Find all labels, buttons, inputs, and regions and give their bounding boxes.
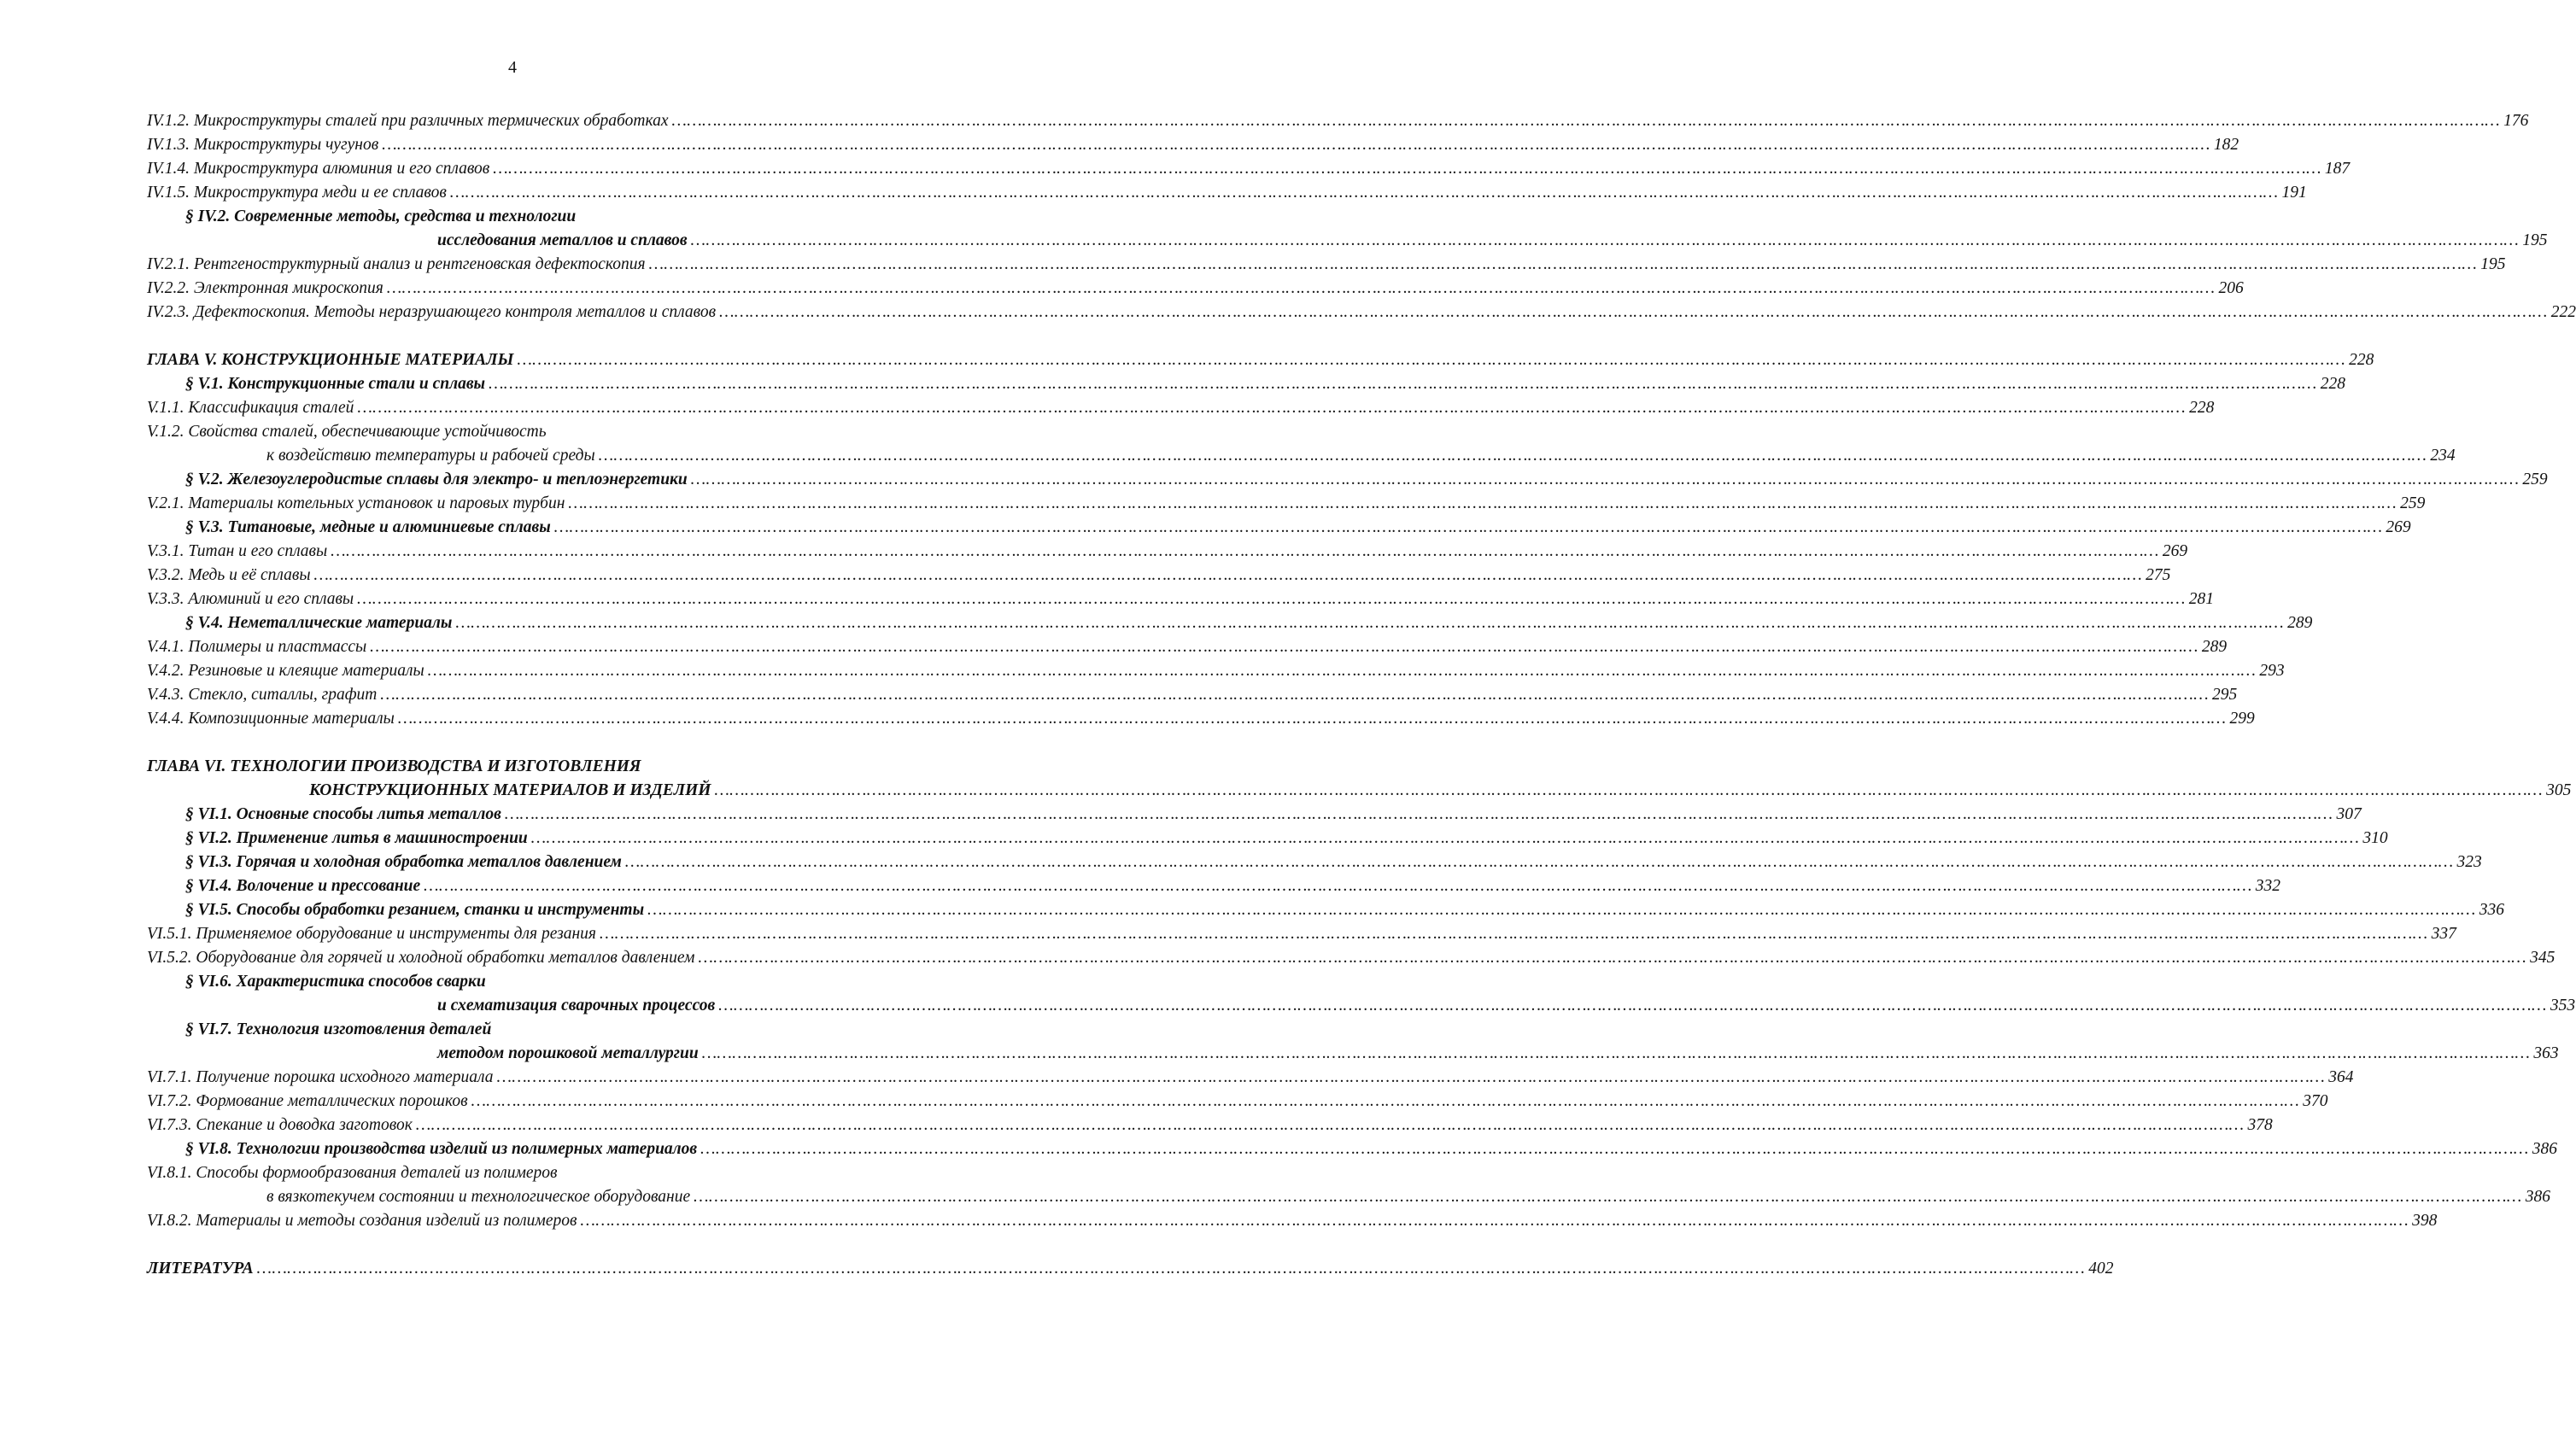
spacer [147, 1233, 958, 1257]
dot-leader: ……………………………………………………………………………………………………………………………………………………………………………………………………………………………………………………………………………………………………………………………… [489, 375, 2317, 393]
dot-leader: ……………………………………………………………………………………………………………………………………………………………………………………………………………………………………………………………………………………………………………………………… [690, 231, 2520, 249]
toc-page-number: 323 [2456, 853, 2482, 871]
toc-entry [147, 157, 2351, 181]
toc-page-number: 206 [2218, 279, 2244, 297]
toc-entry [147, 253, 2506, 277]
toc-entry [147, 133, 2239, 157]
toc-page-number: 259 [2400, 494, 2426, 512]
toc-page-number: 345 [2530, 949, 2556, 967]
toc-page-number: 386 [2532, 1140, 2558, 1158]
dot-leader: ……………………………………………………………………………………………………………………………………………………………………………………………………………………………………………………………………………………………………………………………… [698, 949, 2527, 967]
toc-page-number: 307 [2336, 805, 2362, 823]
toc-entry [147, 874, 2281, 898]
toc-entry-title: V.2.1. Материалы котельных установок и паровых турбин [147, 494, 565, 512]
dot-leader: ……………………………………………………………………………………………………………………………………………………………………………………………………………………………………………………………………………………………………………………………… [517, 351, 2346, 369]
dot-leader: ……………………………………………………………………………………………………………………………………………………………………………………………………………………………………………………………………………………………………………………………… [647, 901, 2476, 919]
toc-entry [147, 1209, 2438, 1233]
toc-entry [147, 683, 2238, 707]
toc-entry-title: § VI.5. Способы обработки резанием, станки и инструменты [185, 901, 645, 919]
toc-entry-title: VI.8.2. Материалы и методы создания изделий из полимеров [147, 1212, 577, 1230]
toc-entry-title: исследования металлов и сплавов [437, 231, 688, 249]
dot-leader: ……………………………………………………………………………………………………………………………………………………………………………………………………………………………………………………………………………………………………………………………… [598, 447, 2427, 465]
toc-page-number: 370 [2303, 1092, 2328, 1110]
toc-entry [147, 898, 2504, 922]
toc-entry-title: V.1.2. Свойства сталей, обеспечивающие устойчивость [147, 423, 547, 441]
toc-entry [147, 851, 2482, 874]
toc-entry-title: КОНСТРУКЦИОННЫХ МАТЕРИАЛОВ И ИЗДЕЛИЙ [309, 781, 711, 799]
toc-entry [147, 516, 2411, 540]
dot-leader: ……………………………………………………………………………………………………………………………………………………………………………………………………………………………………………………………………………………………………………………………… [380, 686, 2210, 704]
toc-entry [147, 492, 2426, 516]
toc-entry [147, 301, 2576, 324]
page-number: 4 [508, 58, 517, 77]
toc-entry-title: VI.7.3. Спекание и доводка заготовок [147, 1116, 413, 1134]
dot-leader: ……………………………………………………………………………………………………………………………………………………………………………………………………………………………………………………………………………………………………………………………… [718, 997, 2547, 1014]
dot-leader: ……………………………………………………………………………………………………………………………………………………………………………………………………………………………………………………………………………………………………………………………… [580, 1212, 2409, 1230]
toc-entry [147, 779, 2572, 803]
dot-leader: ……………………………………………………………………………………………………………………………………………………………………………………………………………………………………………………………………………………………………………………………… [370, 638, 2198, 656]
toc-entry [147, 348, 2374, 372]
toc-entry-title: § VI.6. Характеристика способов сварки [185, 973, 486, 991]
dot-leader: ……………………………………………………………………………………………………………………………………………………………………………………………………………………………………………………………………………………………………………………………… [382, 136, 2210, 154]
dot-leader: ……………………………………………………………………………………………………………………………………………………………………………………………………………………………………………………………………………………………………………………………… [496, 1068, 2326, 1086]
toc-page-number: 182 [2213, 136, 2239, 154]
toc-page-number: 176 [2503, 112, 2529, 130]
toc-entry-title: IV.2.1. Рентгеноструктурный анализ и рентгеновская дефектоскопия [147, 255, 646, 273]
toc-page-number: 386 [2525, 1188, 2551, 1206]
toc-entry [147, 396, 2215, 420]
toc-entry [147, 468, 2548, 492]
toc-entry [147, 444, 2456, 468]
toc-entry-title: ГЛАВА V. КОНСТРУКЦИОННЫЕ МАТЕРИАЛЫ [147, 351, 514, 369]
toc-entry [147, 707, 2255, 731]
toc-entry-title: IV.1.2. Микроструктуры сталей при различных термических обработках [147, 112, 669, 130]
spacer [147, 324, 958, 348]
dot-leader: ……………………………………………………………………………………………………………………………………………………………………………………………………………………………………………………………………………………………………………………………… [568, 494, 2397, 512]
toc-page-number: 281 [2188, 590, 2215, 608]
dot-leader: ……………………………………………………………………………………………………………………………………………………………………………………………………………………………………………………………………………………………………………………………… [357, 399, 2187, 417]
dot-leader: ……………………………………………………………………………………………………………………………………………………………………………………………………………………………………………………………………………………………………………………………… [424, 877, 2252, 895]
toc-entry-title: VI.8.1. Способы формообразования деталей из полимеров [147, 1164, 558, 1182]
toc-entry [147, 1042, 2559, 1066]
toc-entry [147, 205, 958, 229]
toc-page-number: 228 [2189, 399, 2215, 417]
dot-leader: ……………………………………………………………………………………………………………………………………………………………………………………………………………………………………………………………………………………………………………………………… [415, 1116, 2245, 1134]
dot-leader: ……………………………………………………………………………………………………………………………………………………………………………………………………………………………………………………………………………………………………………………………… [714, 781, 2544, 799]
toc-entry-title: V.1.1. Классификация сталей [147, 399, 354, 417]
toc-page-number: 228 [2320, 375, 2345, 393]
toc-entry-title: V.3.3. Алюминий и его сплавы [147, 590, 354, 608]
toc-entry-title: V.3.2. Медь и её сплавы [147, 566, 311, 584]
toc-page-number: 191 [2281, 184, 2307, 202]
toc-page-number: 398 [2412, 1212, 2438, 1230]
toc-entry-title: § IV.2. Современные методы, средства и технологии [185, 208, 577, 225]
dot-leader: ……………………………………………………………………………………………………………………………………………………………………………………………………………………………………………………………………………………………………………………………… [719, 303, 2548, 321]
toc-entry [147, 1018, 958, 1042]
dot-leader: ……………………………………………………………………………………………………………………………………………………………………………………………………………………………………………………………………………………………………………………………… [427, 662, 2257, 680]
dot-leader: ……………………………………………………………………………………………………………………………………………………………………………………………………………………………………………………………………………………………………………………………… [694, 1188, 2522, 1206]
toc-entry-title: IV.1.5. Микроструктура меди и ее сплавов [147, 184, 447, 202]
toc-page-number: 364 [2328, 1068, 2354, 1086]
toc-entry [147, 827, 2388, 851]
toc-page-number: 289 [2287, 614, 2313, 632]
toc-page-number: 305 [2546, 781, 2572, 799]
dot-leader: ……………………………………………………………………………………………………………………………………………………………………………………………………………………………………………………………………………………………………………………………… [397, 710, 2227, 728]
toc-entry-title: § VI.7. Технология изготовления деталей [185, 1020, 492, 1038]
toc-page-number: 195 [2522, 231, 2548, 249]
toc-page-number: 337 [2431, 925, 2456, 943]
dot-leader: ……………………………………………………………………………………………………………………………………………………………………………………………………………………………………………………………………………………………………………………………… [701, 1044, 2531, 1062]
dot-leader: ……………………………………………………………………………………………………………………………………………………………………………………………………………………………………………………………………………………………………………………………… [471, 1092, 2300, 1110]
toc-page-number: 336 [2479, 901, 2504, 919]
toc-entry [147, 564, 2171, 588]
toc-page-number: 275 [2146, 566, 2171, 584]
toc-entry-title: IV.2.2. Электронная микроскопия [147, 279, 383, 297]
toc-entry [147, 109, 2529, 133]
toc-entry-title: § V.2. Железоуглеродистые сплавы для электро- и теплоэнергетики [185, 471, 688, 488]
dot-leader: ……………………………………………………………………………………………………………………………………………………………………………………………………………………………………………………………………………………………………………………………… [313, 566, 2143, 584]
toc-page-number: 222 [2550, 303, 2576, 321]
table-of-contents [147, 109, 2576, 1281]
toc-entry-title: IV.2.3. Дефектоскопия. Методы неразрушающего контроля металлов и сплавов [147, 303, 717, 321]
toc-page-number: 187 [2324, 160, 2351, 178]
dot-leader: ……………………………………………………………………………………………………………………………………………………………………………………………………………………………………………………………………………………………………………………………… [553, 518, 2383, 536]
toc-entry-title: в вязкотекучем состоянии и технологическое оборудование [266, 1188, 691, 1206]
toc-entry [147, 970, 958, 994]
dot-leader: ……………………………………………………………………………………………………………………………………………………………………………………………………………………………………………………………………………………………………………………………… [386, 279, 2216, 297]
toc-entry-title: V.4.2. Резиновые и клеящие материалы [147, 662, 424, 680]
toc-entry [147, 540, 2188, 564]
toc-entry [147, 1114, 2273, 1137]
toc-entry-title: § V.4. Неметаллические материалы [185, 614, 453, 632]
toc-page-number: 234 [2430, 447, 2456, 465]
toc-entry-title: V.4.4. Композиционные материалы [147, 710, 395, 728]
toc-entry-title: § VI.4. Волочение и прессование [185, 877, 421, 895]
toc-entry-title: V.4.1. Полимеры и пластмассы [147, 638, 367, 656]
toc-entry [147, 659, 2285, 683]
toc-entry [147, 755, 958, 779]
toc-entry-title: V.3.1. Титан и его сплавы [147, 542, 328, 560]
toc-page-number: 310 [2362, 829, 2388, 847]
toc-entry-title: V.4.3. Стекло, ситаллы, графит [147, 686, 378, 704]
toc-entry [147, 372, 2345, 396]
toc-entry [147, 1066, 2354, 1090]
toc-page-number: 269 [2162, 542, 2188, 560]
toc-entry [147, 229, 2548, 253]
dot-leader: ……………………………………………………………………………………………………………………………………………………………………………………………………………………………………………………………………………………………………………………………… [671, 112, 2501, 130]
toc-entry-title: VI.5.1. Применяемое оборудование и инструменты для резания [147, 925, 596, 943]
dot-leader: ……………………………………………………………………………………………………………………………………………………………………………………………………………………………………………………………………………………………………………………………… [599, 925, 2428, 943]
toc-page-number: 293 [2259, 662, 2285, 680]
dot-leader: ……………………………………………………………………………………………………………………………………………………………………………………………………………………………………………………………………………………………………………………………… [357, 590, 2186, 608]
toc-entry [147, 1161, 958, 1185]
toc-entry [147, 994, 2576, 1018]
toc-page-number: 363 [2533, 1044, 2559, 1062]
dot-leader: ……………………………………………………………………………………………………………………………………………………………………………………………………………………………………………………………………………………………………………………………… [504, 805, 2333, 823]
dot-leader: ……………………………………………………………………………………………………………………………………………………………………………………………………………………………………………………………………………………………………………………………… [331, 542, 2159, 560]
dot-leader: ……………………………………………………………………………………………………………………………………………………………………………………………………………………………………………………………………………………………………………………………… [690, 471, 2520, 488]
toc-entry-title: § V.1. Конструкционные стали и сплавы [185, 375, 486, 393]
dot-leader: ……………………………………………………………………………………………………………………………………………………………………………………………………………………………………………………………………………………………………………………………… [449, 184, 2279, 202]
toc-page-number: 195 [2480, 255, 2506, 273]
toc-entry-title: методом порошковой металлургии [437, 1044, 699, 1062]
toc-entry-title: § VI.1. Основные способы литья металлов [185, 805, 501, 823]
toc-entry [147, 803, 2362, 827]
toc-page-number: 269 [2386, 518, 2411, 536]
toc-entry [147, 277, 2244, 301]
toc-entry-title: VI.7.1. Получение порошка исходного материала [147, 1068, 494, 1086]
toc-entry [147, 1257, 2114, 1281]
toc-entry-title: IV.1.4. Микроструктура алюминия и его сплавов [147, 160, 490, 178]
toc-entry-title: IV.1.3. Микроструктуры чугунов [147, 136, 379, 154]
dot-leader: ……………………………………………………………………………………………………………………………………………………………………………………………………………………………………………………………………………………………………………………………… [648, 255, 2478, 273]
dot-leader: ……………………………………………………………………………………………………………………………………………………………………………………………………………………………………………………………………………………………………………………………… [700, 1140, 2529, 1158]
toc-entry [147, 611, 2313, 635]
toc-page-number: 353 [2550, 997, 2576, 1014]
toc-entry-title: ЛИТЕРАТУРА [147, 1260, 254, 1278]
toc-entry [147, 588, 2215, 611]
dot-leader: ……………………………………………………………………………………………………………………………………………………………………………………………………………………………………………………………………………………………………………………………… [256, 1260, 2086, 1278]
toc-entry [147, 922, 2456, 946]
toc-entry-title: к воздействию температуры и рабочей среды [266, 447, 595, 465]
toc-entry [147, 1185, 2551, 1209]
toc-entry [147, 181, 2307, 205]
toc-entry-title: и схематизация сварочных процессов [437, 997, 716, 1014]
toc-entry-title: § VI.8. Технологии производства изделий из полимерных материалов [185, 1140, 698, 1158]
toc-page-number: 299 [2229, 710, 2255, 728]
toc-entry [147, 635, 2228, 659]
dot-leader: ……………………………………………………………………………………………………………………………………………………………………………………………………………………………………………………………………………………………………………………………… [455, 614, 2285, 632]
toc-entry-title: § VI.3. Горячая и холодная обработка металлов давлением [185, 853, 622, 871]
toc-page-number: 332 [2255, 877, 2281, 895]
toc-entry-title: VI.7.2. Формование металлических порошков [147, 1092, 468, 1110]
dot-leader: ……………………………………………………………………………………………………………………………………………………………………………………………………………………………………………………………………………………………………………………………… [530, 829, 2360, 847]
toc-entry-title: § VI.2. Применение литья в машиностроении [185, 829, 528, 847]
toc-entry-title: ГЛАВА VI. ТЕХНОЛОГИИ ПРОИЗВОДСТВА И ИЗГОТОВЛЕНИЯ [147, 757, 641, 775]
toc-entry [147, 946, 2556, 970]
toc-page-number: 289 [2201, 638, 2228, 656]
toc-entry [147, 420, 958, 444]
toc-page-number: 259 [2522, 471, 2548, 488]
dot-leader: ……………………………………………………………………………………………………………………………………………………………………………………………………………………………………………………………………………………………………………………………… [624, 853, 2454, 871]
toc-page-number: 378 [2247, 1116, 2273, 1134]
toc-page-number: 402 [2088, 1260, 2114, 1278]
toc-page-number: 228 [2349, 351, 2374, 369]
toc-entry [147, 1137, 2558, 1161]
dot-leader: ……………………………………………………………………………………………………………………………………………………………………………………………………………………………………………………………………………………………………………………………… [493, 160, 2321, 178]
toc-entry-title: § V.3. Титановые, медные и алюминиевые сплавы [185, 518, 551, 536]
toc-entry-title: VI.5.2. Оборудование для горячей и холодной обработки металлов давлением [147, 949, 695, 967]
toc-page-number: 295 [2212, 686, 2238, 704]
toc-entry [147, 1090, 2328, 1114]
spacer [147, 731, 958, 755]
